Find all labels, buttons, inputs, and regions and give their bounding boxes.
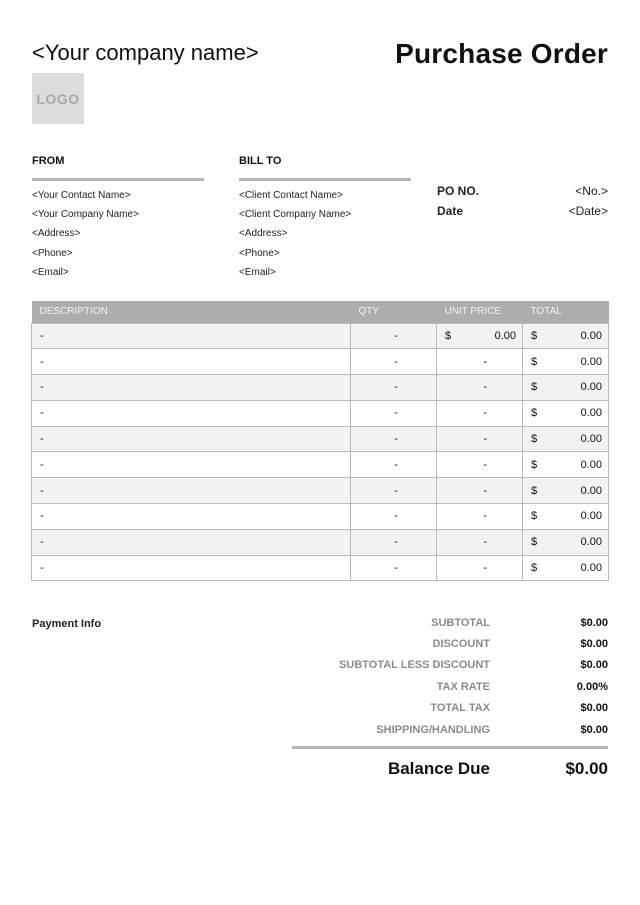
total-amount: 0.00	[580, 407, 602, 420]
from-phone: <Phone>	[32, 247, 73, 259]
table-row	[32, 529, 609, 555]
item-description[interactable]: -	[32, 375, 351, 401]
col-total: TOTAL	[523, 301, 609, 323]
item-description[interactable]: -	[32, 400, 351, 426]
total-amount: 0.00	[580, 536, 602, 549]
total-money	[531, 381, 602, 393]
currency-symbol: $	[531, 536, 538, 549]
balance-due-value: $0.00	[565, 759, 608, 779]
table-row	[32, 375, 609, 401]
item-description[interactable]: -	[32, 529, 351, 555]
items-header-row	[32, 301, 609, 323]
col-qty: QTY	[351, 301, 437, 323]
total-money	[531, 485, 602, 497]
item-unit-price[interactable]: -	[437, 426, 523, 452]
summary-row	[292, 676, 608, 697]
currency-symbol: $	[531, 407, 538, 420]
po-meta	[437, 182, 608, 222]
bill-to-divider	[239, 178, 411, 181]
item-qty[interactable]: -	[351, 426, 437, 452]
total-amount: 0.00	[580, 329, 602, 342]
unit-price-money	[445, 330, 516, 342]
po-date-label: Date	[437, 204, 464, 218]
table-row	[32, 426, 609, 452]
balance-due-label: Balance Due	[387, 759, 490, 779]
item-qty[interactable]: -	[351, 400, 437, 426]
col-unit-price: UNIT PRICE	[437, 301, 523, 323]
total-money	[531, 510, 602, 522]
item-description[interactable]: -	[32, 323, 351, 349]
item-total	[523, 426, 609, 452]
tax-rate-value: 0.00%	[576, 680, 608, 693]
subtotal-less-discount-value: $0.00	[580, 659, 608, 672]
total-money	[531, 330, 602, 342]
item-total	[523, 555, 609, 581]
item-total	[523, 400, 609, 426]
item-unit-price[interactable]: -	[437, 452, 523, 478]
total-amount: 0.00	[580, 355, 602, 368]
summary-section	[292, 612, 608, 789]
item-description[interactable]: -	[32, 504, 351, 530]
discount-value: $0.00	[580, 638, 608, 651]
item-description[interactable]: -	[32, 452, 351, 478]
item-qty[interactable]: -	[351, 452, 437, 478]
total-amount: 0.00	[580, 433, 602, 446]
item-total	[523, 323, 609, 349]
currency-symbol: $	[531, 433, 538, 446]
bill-to-heading: BILL TO	[239, 155, 282, 167]
currency-symbol: $	[531, 381, 538, 394]
logo-text: LOGO	[36, 90, 80, 107]
item-qty[interactable]: -	[351, 478, 437, 504]
summary-row	[292, 698, 608, 719]
bill-to-company-name: <Client Company Name>	[239, 209, 352, 221]
payment-info-label: Payment Info	[32, 618, 102, 630]
item-description[interactable]: -	[32, 478, 351, 504]
currency-symbol: $	[531, 355, 538, 368]
currency-symbol: $	[445, 329, 452, 342]
bill-to-phone: <Phone>	[239, 247, 280, 259]
from-contact-name: <Your Contact Name>	[32, 190, 131, 201]
item-qty[interactable]: -	[351, 323, 437, 349]
item-qty[interactable]: -	[351, 349, 437, 375]
currency-symbol: $	[531, 510, 538, 523]
total-money	[531, 433, 602, 445]
item-total	[523, 529, 609, 555]
item-description[interactable]: -	[32, 426, 351, 452]
shipping-label: SHIPPING/HANDLING	[376, 723, 490, 736]
po-number-value: <No.>	[575, 184, 608, 198]
subtotal-less-discount-label: SUBTOTAL LESS DISCOUNT	[339, 659, 490, 672]
item-description[interactable]: -	[32, 555, 351, 581]
summary-row	[292, 655, 608, 676]
item-unit-price[interactable]: -	[437, 375, 523, 401]
col-description: DESCRIPTION	[32, 301, 351, 323]
from-section	[32, 155, 204, 282]
currency-symbol: $	[531, 484, 538, 497]
po-date-row	[437, 202, 608, 222]
po-date-value: <Date>	[568, 204, 608, 218]
subtotal-value: $0.00	[580, 616, 608, 629]
total-tax-label: TOTAL TAX	[430, 702, 490, 715]
from-divider	[32, 178, 204, 181]
table-row	[32, 349, 609, 375]
table-row	[32, 400, 609, 426]
currency-symbol: $	[531, 458, 538, 471]
summary-row	[292, 612, 608, 633]
item-unit-price[interactable]: -	[437, 555, 523, 581]
document-title: Purchase Order	[395, 38, 608, 69]
shipping-value: $0.00	[580, 723, 608, 736]
total-amount: 0.00	[580, 458, 602, 471]
table-row	[32, 323, 609, 349]
table-row	[32, 452, 609, 478]
bill-to-contact-name: <Client Contact Name>	[239, 190, 343, 201]
summary-row	[292, 633, 608, 654]
table-row	[32, 478, 609, 504]
total-tax-value: $0.00	[580, 702, 608, 715]
bill-to-section	[239, 155, 411, 282]
total-amount: 0.00	[580, 562, 602, 575]
currency-symbol: $	[531, 329, 538, 342]
summary-row	[292, 719, 608, 740]
total-money	[531, 407, 602, 419]
total-money	[531, 562, 602, 574]
total-money	[531, 536, 602, 548]
po-number-row	[437, 182, 608, 202]
balance-due-row	[292, 749, 608, 789]
total-amount: 0.00	[580, 484, 602, 497]
item-unit-price[interactable]: -	[437, 349, 523, 375]
from-company-name: <Your Company Name>	[32, 209, 139, 221]
total-amount: 0.00	[580, 381, 602, 394]
from-heading: FROM	[32, 155, 65, 167]
item-qty[interactable]: -	[351, 504, 437, 530]
item-total	[523, 452, 609, 478]
items-table	[31, 301, 609, 581]
table-row	[32, 504, 609, 530]
item-unit-price[interactable]: -	[437, 400, 523, 426]
total-amount: 0.00	[580, 510, 602, 523]
total-money	[531, 459, 602, 471]
item-unit-price[interactable]	[437, 323, 523, 349]
table-row	[32, 555, 609, 581]
unit-price-amount: 0.00	[494, 329, 516, 342]
from-address: <Address>	[32, 228, 81, 240]
from-email: <Email>	[32, 266, 69, 278]
tax-rate-label: TAX RATE	[436, 680, 490, 693]
logo-placeholder	[32, 73, 84, 124]
bill-to-address: <Address>	[239, 228, 288, 240]
item-qty[interactable]: -	[351, 529, 437, 555]
item-total	[523, 478, 609, 504]
item-total	[523, 375, 609, 401]
bill-to-email: <Email>	[239, 266, 276, 278]
item-unit-price[interactable]: -	[437, 478, 523, 504]
company-name: <Your company name>	[32, 40, 259, 65]
item-unit-price[interactable]: -	[437, 529, 523, 555]
item-total	[523, 349, 609, 375]
discount-label: DISCOUNT	[432, 638, 490, 651]
currency-symbol: $	[531, 562, 538, 575]
subtotal-label: SUBTOTAL	[431, 616, 490, 629]
total-money	[531, 356, 602, 368]
item-description[interactable]: -	[32, 349, 351, 375]
item-total	[523, 504, 609, 530]
item-unit-price[interactable]: -	[437, 504, 523, 530]
item-qty[interactable]: -	[351, 555, 437, 581]
item-qty[interactable]: -	[351, 375, 437, 401]
po-number-label: PO NO.	[437, 184, 480, 198]
